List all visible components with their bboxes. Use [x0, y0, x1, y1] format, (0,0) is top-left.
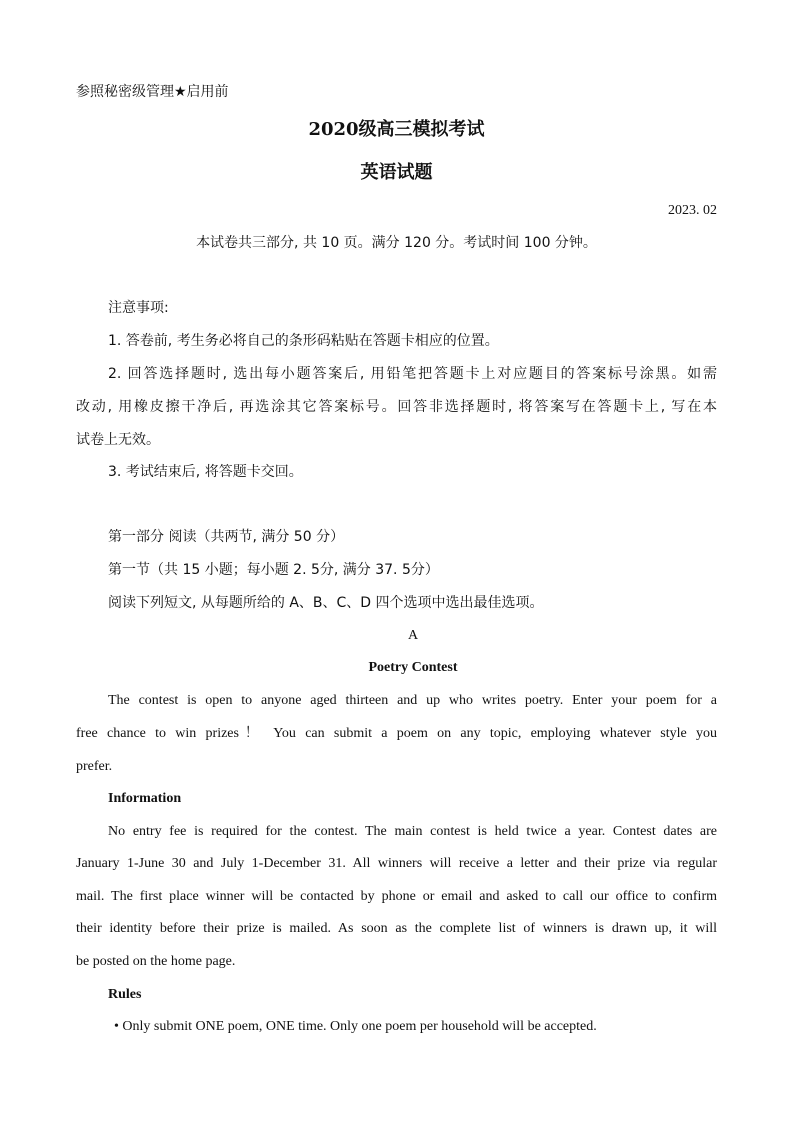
passage-title: Poetry Contest — [368, 660, 458, 675]
rules-heading: Rules — [108, 987, 142, 1002]
passage-p2-line-1: No entry fee is required for the contest. The main contest is held twice a year. Contest dates are — [108, 824, 717, 839]
reading-instruction: 阅读下列短文, 从每题所给的 A、B、C、D 四个选项中选出最佳选项。 — [108, 595, 544, 611]
notes-heading: 注意事项: — [108, 300, 169, 316]
secret-level-note: 参照秘密级管理★启用前 — [76, 84, 229, 100]
passage-p2-line-3: mail. The first place winner will be contacted by phone or email and asked to call our office to confirm — [76, 889, 717, 904]
part1-heading: 第一部分 阅读（共两节, 满分 50 分） — [108, 529, 345, 545]
section1-heading: 第一节（共 15 小题；每小题 2. 5分, 满分 37. 5分） — [108, 562, 439, 578]
note-item-2-line-2: 改动, 用橡皮擦干净后, 再选涂其它答案标号。回答非选择题时, 将答案写在答题卡上, 写在本 — [76, 399, 717, 415]
exam-date: 2023. 02 — [668, 203, 717, 218]
passage-p1-line-2: free chance to win prizes！ You can submit a poem on any topic, employing whatever style you — [76, 726, 717, 741]
exam-summary: 本试卷共三部分, 共 10 页。满分 120 分。考试时间 100 分钟。 — [196, 235, 597, 251]
note-item-3: 3. 考试结束后, 将答题卡交回。 — [108, 464, 303, 480]
note-item-2-line-1: 2. 回答选择题时, 选出每小题答案后, 用铅笔把答题卡上对应题目的答案标号涂黑。如需 — [108, 366, 717, 382]
passage-p2-line-2: January 1-June 30 and July 1-December 31. All winners will receive a letter and their prize via regular — [76, 856, 717, 871]
passage-p1-line-3: prefer. — [76, 759, 113, 774]
exam-title: 2020级高三模拟考试 — [308, 119, 485, 140]
information-heading: Information — [108, 791, 182, 806]
passage-p2-line-5: be posted on the home page. — [76, 954, 236, 969]
note-item-1: 1. 答卷前, 考生务必将自己的条形码粘贴在答题卡相应的位置。 — [108, 333, 499, 349]
subject-title: 英语试题 — [360, 162, 433, 183]
passage-p1-line-1: The contest is open to anyone aged thirteen and up who writes poetry. Enter your poem for a — [108, 693, 717, 708]
passage-label: A — [407, 628, 419, 643]
passage-p2-line-4: their identity before their prize is mailed. As soon as the complete list of winners is drawn up, it will — [76, 921, 717, 936]
rule-item-1: • Only submit ONE poem, ONE time. Only one poem per household will be accepted. — [114, 1019, 597, 1034]
note-item-2-line-3: 试卷上无效。 — [76, 432, 160, 448]
